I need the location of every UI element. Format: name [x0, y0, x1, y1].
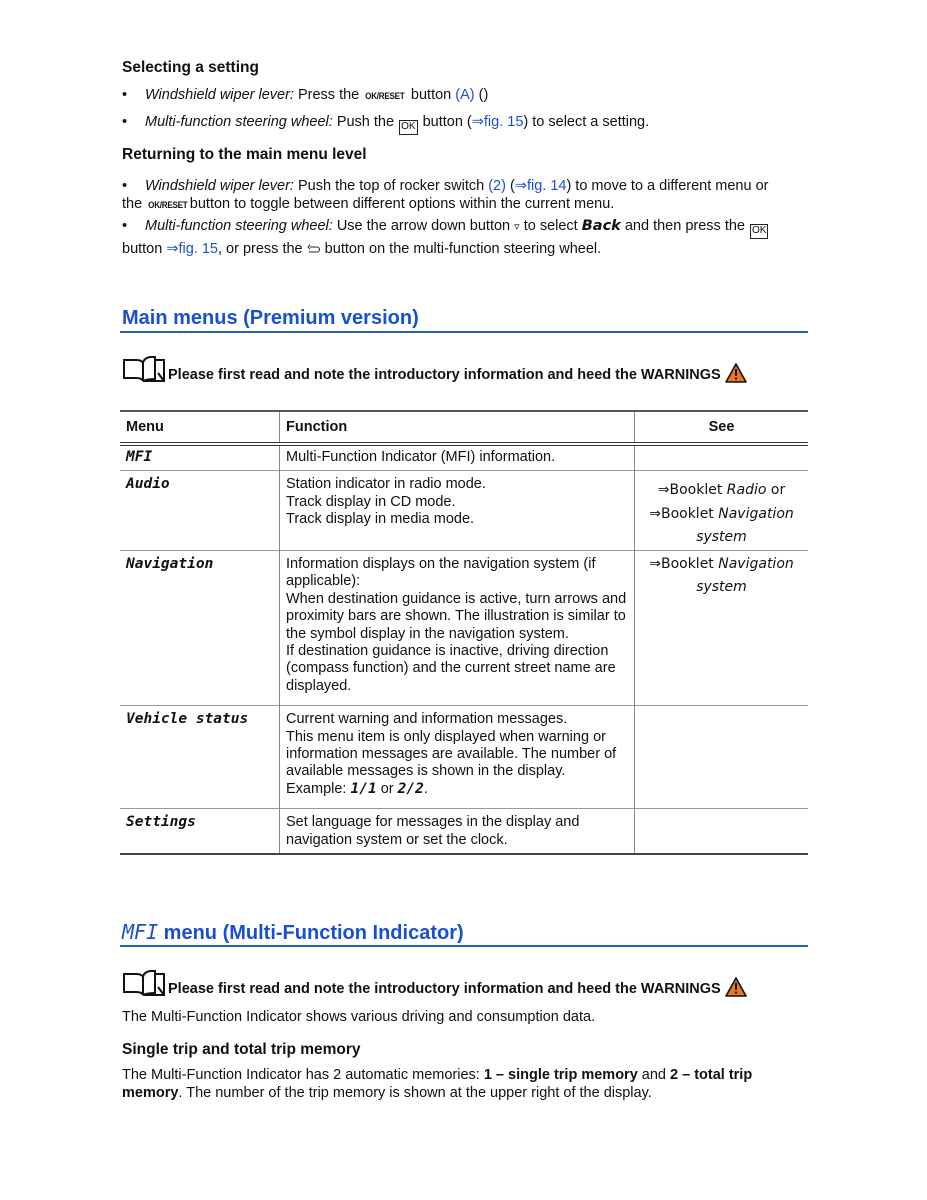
header-function: Function	[280, 411, 635, 444]
menu-cell: Settings	[126, 814, 196, 831]
table-header-row	[120, 411, 808, 444]
link-2[interactable]: (2)	[488, 178, 506, 194]
see-cell	[635, 809, 809, 854]
back-label: Back	[581, 218, 621, 234]
warning-icon	[725, 363, 747, 383]
bullet-dot: •	[122, 114, 128, 130]
section-heading-mfi-menu: MFI menu (Multi-Function Indicator)	[122, 920, 464, 944]
table-row	[120, 809, 808, 854]
menu-cell: MFI	[126, 449, 153, 465]
see-link-radio[interactable]: ⇒Booklet Radio or	[657, 482, 786, 499]
see-cell: ⇒Booklet Radio or ⇒Booklet Navigation system	[635, 471, 809, 551]
function-cell: Multi-Function Indicator (MFI) information.	[280, 444, 635, 471]
section-heading-selecting-setting: Selecting a setting	[122, 59, 259, 76]
function-cell: Current warning and information messages. This menu item is only displayed when warning or information messages are available. The number of available messages is shown in the display. Example: 1/1 or 2/2.	[280, 706, 635, 809]
function-cell: Set language for messages in the display and navigation system or set the clock.	[280, 809, 635, 854]
notice-main-menus: Please first read and note the introductory information and heed the WARNINGS	[122, 355, 747, 383]
see-cell	[635, 444, 809, 471]
warning-icon	[725, 977, 747, 997]
link-a[interactable]: (A)	[455, 87, 475, 103]
bullet-dot: •	[122, 87, 128, 103]
header-see: See	[708, 419, 735, 435]
section-heading-returning: Returning to the main menu level	[122, 146, 367, 163]
bullet-steering-return: • Multi-function steering wheel: Use the arrow down button ▿ to select Back and then press the OK	[122, 218, 769, 239]
bullet-steering-return-line2: button ⇒fig. 15, or press the button on the multi-function steering wheel.	[122, 241, 602, 257]
see-cell: ⇒Booklet Navigation system	[635, 550, 809, 705]
table-row	[120, 706, 808, 809]
menu-cell: Navigation	[126, 555, 214, 572]
bullet-wiper-return: • Windshield wiper lever: Push the top of rocker switch (2) (⇒fig. 14) to move to a different menu or	[122, 178, 769, 194]
ok-button-icon: OK	[750, 224, 768, 239]
menu-cell: Vehicle status	[126, 711, 249, 728]
section-heading-main-menus: Main menus (Premium version)	[122, 307, 419, 329]
notice-mfi-menu: Please first read and note the introductory information and heed the WARNINGS	[122, 969, 747, 997]
see-link-navigation[interactable]: ⇒Booklet Navigation	[649, 505, 794, 522]
mfi-intro: The Multi-Function Indicator shows various driving and consumption data.	[122, 1009, 596, 1025]
bullet-dot: •	[122, 178, 128, 194]
trip-memory-paragraph: The Multi-Function Indicator has 2 automatic memories: 1 – single trip memory and 2 – total trip memory. The number of the trip memory is shown at the upper right of the display.	[122, 1067, 753, 1101]
main-menus-table	[120, 410, 808, 855]
bullet-wiper-return-line2: the OK/RESET button to toggle between different options within the current menu.	[122, 196, 615, 212]
ok-button-icon: OK	[399, 120, 417, 135]
book-icon	[122, 969, 166, 997]
book-icon	[122, 355, 166, 383]
heading-rule	[120, 331, 808, 333]
ok-reset-button-label: OK/RESET	[148, 200, 188, 210]
return-icon	[307, 242, 321, 252]
link-fig-14[interactable]: ⇒fig. 14	[514, 178, 567, 194]
arrow-down-icon: ▿	[514, 221, 520, 233]
sub-heading-trip-memory: Single trip and total trip memory	[122, 1041, 361, 1058]
function-cell: Information displays on the navigation system (if applicable): When destination guidance is active, turn arrows and proximity bars are shown. The illustration is similar to the symbol display in the navigation system. If destination guidance is inactive, driving direction (compass function) and the current street name are displayed.	[280, 550, 635, 705]
table-row	[120, 550, 808, 705]
header-menu: Menu	[126, 419, 164, 435]
see-cell	[635, 706, 809, 809]
ok-reset-button-label: OK/RESET	[365, 91, 405, 101]
function-cell: Station indicator in radio mode. Track display in CD mode. Track display in media mode.	[280, 471, 635, 551]
bullet-dot: •	[122, 218, 128, 234]
menu-cell: Audio	[126, 476, 170, 493]
bullet-steering-select: • Multi-function steering wheel: Push the OK button (⇒fig. 15) to select a setting.	[122, 114, 649, 135]
see-link-navigation[interactable]: ⇒Booklet Navigation	[649, 555, 794, 572]
table-row	[120, 444, 808, 471]
bullet-wiper-select: • Windshield wiper lever: Press the OK/RESET button (A) ()	[122, 87, 489, 103]
heading-rule	[120, 945, 808, 947]
table-row	[120, 471, 808, 551]
link-fig-15[interactable]: ⇒fig. 15	[166, 241, 218, 257]
link-fig-15[interactable]: ⇒fig. 15	[471, 114, 524, 130]
